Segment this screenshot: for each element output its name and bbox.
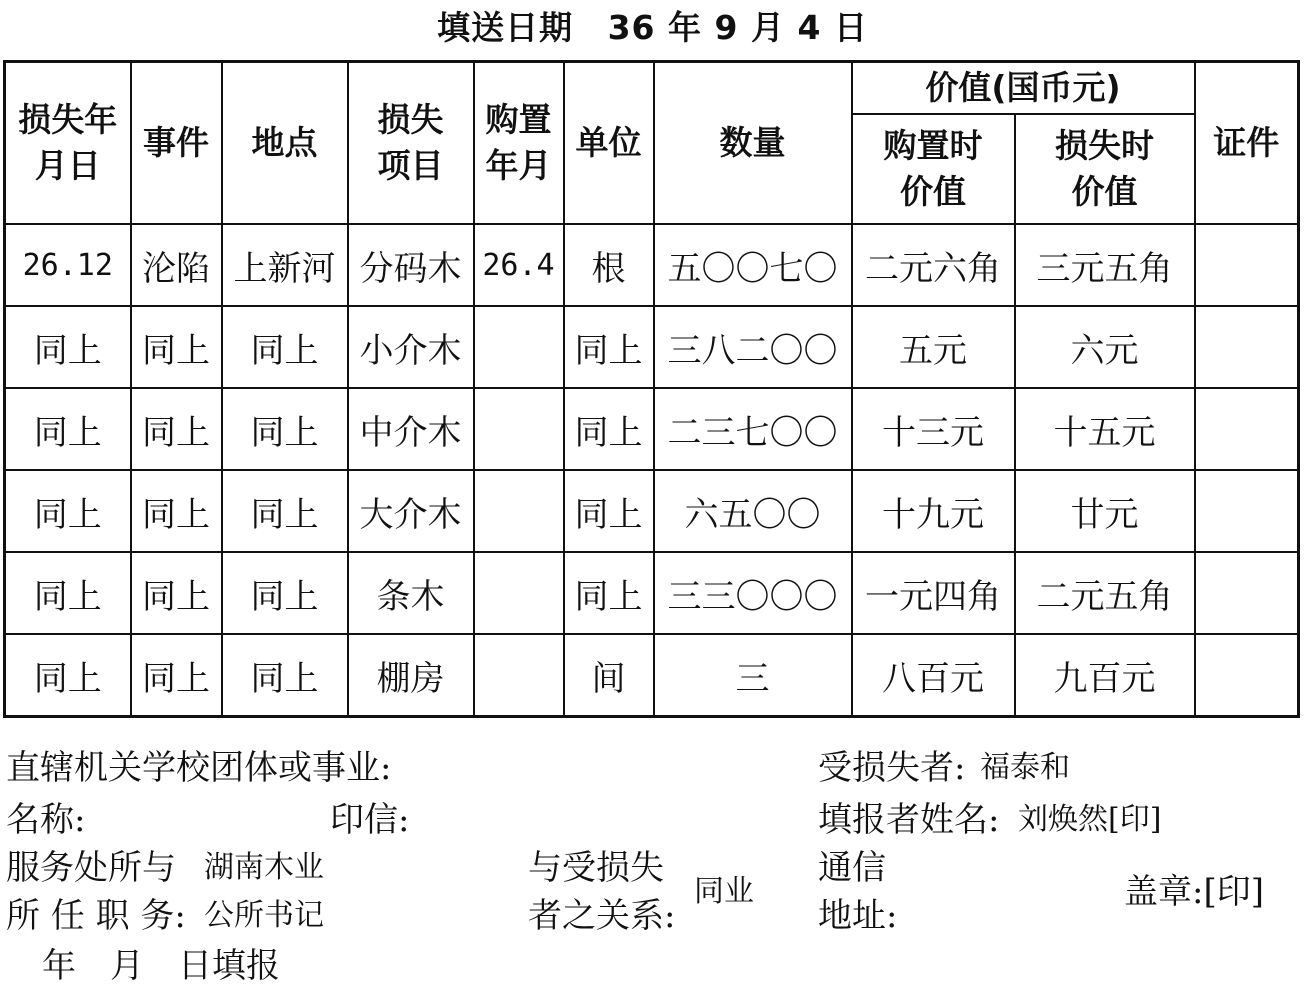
- cell-purchase-value: 八百元: [852, 634, 1015, 717]
- title-day: 4: [797, 8, 822, 47]
- cell-place: 同上: [222, 306, 348, 388]
- title-year-unit: 年: [668, 8, 702, 47]
- cell-unit: 根: [564, 224, 654, 306]
- cell-quantity: 三三〇〇〇: [654, 552, 852, 634]
- table-row: [5, 388, 1299, 470]
- header-place: 地点: [222, 62, 348, 225]
- cell-certificate: [1195, 552, 1299, 634]
- title-day-unit: 日: [833, 8, 868, 47]
- cell-quantity: 五〇〇七〇: [654, 224, 852, 306]
- cell-event: 同上: [131, 388, 222, 470]
- position-value: 公所书记: [204, 898, 324, 933]
- cell-loss-date: 同上: [5, 470, 131, 552]
- header-event: 事件: [131, 62, 222, 225]
- position-label: 所 任 职 务:: [6, 896, 186, 936]
- cell-item: 棚房: [348, 634, 474, 717]
- cell-place: 上新河: [222, 224, 348, 306]
- cell-event: 同上: [131, 470, 222, 552]
- cell-event: 沦陷: [131, 224, 222, 306]
- stamp-label: 盖章:[印]: [1124, 872, 1264, 912]
- cell-purchase-value: 十九元: [852, 470, 1015, 552]
- relation-value: 同业: [694, 874, 754, 909]
- cell-place: 同上: [222, 634, 348, 717]
- cell-purchase-date: [474, 470, 564, 552]
- cell-place: 同上: [222, 552, 348, 634]
- header-value-group: 价值(国币元): [852, 62, 1195, 115]
- cell-certificate: [1195, 388, 1299, 470]
- relation-label-line2: 者之关系:: [528, 896, 676, 936]
- title-year: 36: [607, 8, 656, 47]
- cell-certificate: [1195, 470, 1299, 552]
- cell-loss-value: 二元五角: [1015, 552, 1195, 634]
- cell-purchase-value: 十三元: [852, 388, 1015, 470]
- cell-loss-date: 同上: [5, 552, 131, 634]
- cell-purchase-value: 二元六角: [852, 224, 1015, 306]
- cell-loss-value: 廿元: [1015, 470, 1195, 552]
- cell-unit: 同上: [564, 306, 654, 388]
- cell-certificate: [1195, 306, 1299, 388]
- service-label: 服务处所与: [6, 848, 176, 888]
- date-line: 年 月 日填报: [42, 946, 280, 986]
- cell-item: 分码木: [348, 224, 474, 306]
- name-label: 名称:: [6, 800, 86, 840]
- cell-unit: 同上: [564, 388, 654, 470]
- cell-loss-value: 九百元: [1015, 634, 1195, 717]
- reporter-value: 刘焕然[印]: [1018, 802, 1162, 837]
- cell-event: 同上: [131, 552, 222, 634]
- org-label: 直辖机关学校团体或事业:: [6, 748, 392, 788]
- cell-loss-date: 26.12: [5, 224, 131, 306]
- cell-quantity: 二三七〇〇: [654, 388, 852, 470]
- cell-loss-value: 三元五角: [1015, 224, 1195, 306]
- title-label: 填送日期: [437, 8, 574, 47]
- cell-unit: 间: [564, 634, 654, 717]
- cell-item: 小介木: [348, 306, 474, 388]
- form-title: [0, 4, 1305, 52]
- table-row: [5, 224, 1299, 306]
- cell-certificate: [1195, 224, 1299, 306]
- cell-quantity: 三: [654, 634, 852, 717]
- cell-quantity: 三八二〇〇: [654, 306, 852, 388]
- cell-loss-date: 同上: [5, 634, 131, 717]
- title-month-unit: 月: [750, 8, 785, 47]
- header-quantity: 数量: [654, 62, 852, 225]
- victim-label: 受损失者:: [818, 748, 966, 788]
- contact-label-line2: 地址:: [818, 896, 898, 936]
- cell-purchase-date: [474, 306, 564, 388]
- loss-report-table: [3, 60, 1300, 718]
- cell-item: 条木: [348, 552, 474, 634]
- cell-purchase-value: 五元: [852, 306, 1015, 388]
- cell-unit: 同上: [564, 552, 654, 634]
- table-row: [5, 634, 1299, 717]
- cell-purchase-date: [474, 388, 564, 470]
- cell-item: 中介木: [348, 388, 474, 470]
- contact-label-line1: 通信: [818, 848, 886, 888]
- cell-place: 同上: [222, 470, 348, 552]
- cell-quantity: 六五〇〇: [654, 470, 852, 552]
- cell-event: 同上: [131, 306, 222, 388]
- header-certificate: 证件: [1195, 62, 1299, 225]
- cell-purchase-value: 一元四角: [852, 552, 1015, 634]
- table-row: [5, 552, 1299, 634]
- cell-purchase-date: [474, 552, 564, 634]
- header-item: 损失项目: [348, 62, 474, 225]
- table-row: [5, 470, 1299, 552]
- title-month: 9: [714, 8, 739, 47]
- header-loss-value: 损失时价值: [1015, 114, 1195, 224]
- cell-certificate: [1195, 634, 1299, 717]
- cell-unit: 同上: [564, 470, 654, 552]
- service-value: 湖南木业: [204, 850, 324, 885]
- header-purchase-value: 购置时价值: [852, 114, 1015, 224]
- cell-loss-date: 同上: [5, 388, 131, 470]
- header-unit: 单位: [564, 62, 654, 225]
- cell-purchase-date: [474, 634, 564, 717]
- cell-loss-value: 六元: [1015, 306, 1195, 388]
- cell-loss-value: 十五元: [1015, 388, 1195, 470]
- cell-event: 同上: [131, 634, 222, 717]
- relation-label-line1: 与受损失: [528, 848, 664, 888]
- cell-purchase-date: 26.4: [474, 224, 564, 306]
- cell-place: 同上: [222, 388, 348, 470]
- victim-value: 福泰和: [980, 750, 1070, 785]
- cell-item: 大介木: [348, 470, 474, 552]
- table-row: [5, 306, 1299, 388]
- header-purchase-date: 购置年月: [474, 62, 564, 225]
- seal-label: 印信:: [330, 800, 410, 840]
- header-row-top: [5, 62, 1299, 115]
- header-loss-date: 损失年月日: [5, 62, 131, 225]
- reporter-label: 填报者姓名:: [818, 800, 1000, 840]
- cell-loss-date: 同上: [5, 306, 131, 388]
